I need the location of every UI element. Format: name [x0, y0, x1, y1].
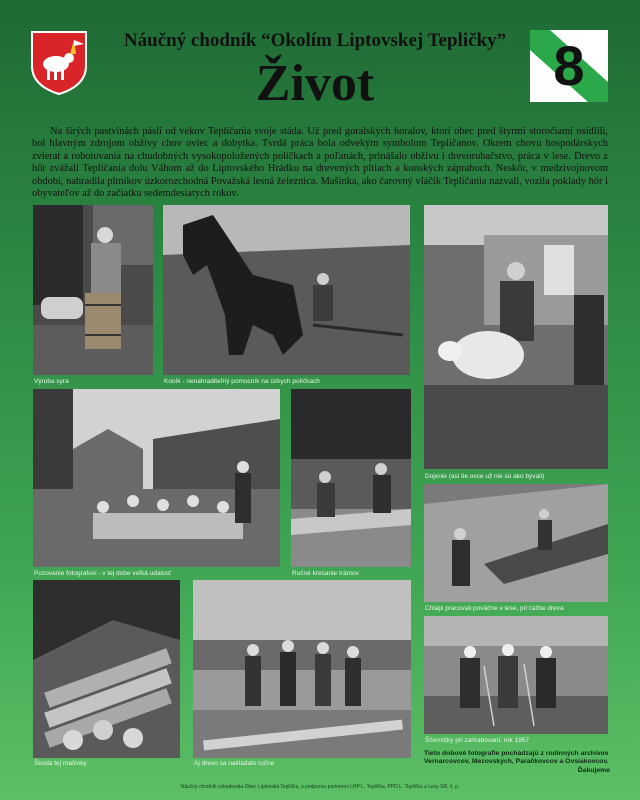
photo-harvest [424, 616, 608, 734]
caption-horse: Koník - nenahraditeľný pomocník na úzkych políčkach [164, 378, 320, 385]
coat-of-arms-icon [30, 30, 88, 96]
photo-horse [163, 205, 410, 375]
stop-number-badge [530, 30, 608, 102]
caption-milking: Dojenie (asi tie ovce už nie sú ako bývali) [425, 473, 545, 480]
photo-cheese-making [33, 205, 153, 375]
caption-loading: Aj drevo sa nakladalo ručne [194, 760, 275, 767]
photo-forest [424, 484, 608, 602]
page-title: Život [255, 55, 375, 112]
caption-group: Pozovanie fotografovi - v tej dobe veľká udalosť [34, 570, 172, 577]
caption-harvest: Ščerníčky pri zahrabovaní, rok 1957 [425, 737, 530, 744]
caption-cheese: Výroba syra [34, 378, 69, 385]
photo-loading [193, 580, 411, 758]
caption-forest: Chlapi pracovali poväčne v lese, pri ťažbe dreva [425, 605, 564, 612]
caption-beams: Ručné kresanie trámov [292, 570, 359, 577]
intro-text: Na širých pastvinách pásli od vekov Tepličania svoje stáda. Už pred goralských horalov, ktorí obec pred štyrmi storočiami osídlili, bol hlavným zdrojom obživy chov oviec a dobytka. Tvrdá práca bola odvekým symbolom Tepličanov. Okrem chovu hospodárskych zvierat a robotovania na chudobných vysokopoložených políčkach a poľanách, prinášalo obživu i drevorubačstvo, práca v lese. Drevo z hôr zvážali Tepličania dolu Váhom až do Liptovského Hrádku na drevených pltiach a konských záprahoch. Neskôr, v medzivojnovom období, nahradila pltníkov úzkorozchodná Považská lesná železnica. Mašinka, ako čarovný vláčik Tepličania nazvali, vozila poklady hôr i obyvateľov až do začiatku sedemdesiatych rokov. [32, 126, 608, 200]
footer-note: Náučný chodník vybudovala Obec Liptovská Teplička, s podporou partnerov LHP L. Teplička, PPD L. Teplička a Lesy SR, š. p. [180, 784, 460, 790]
archive-credits [424, 750, 610, 775]
photo-group [33, 389, 280, 567]
caption-logs: Škoda tej mašinky [34, 760, 87, 767]
credits-line-2: Vernarcovcov, Mezovských, Paračkovcov a Ovsiakovcov. [424, 758, 609, 766]
photo-logs [33, 580, 180, 758]
trail-subtitle: Náučný chodník “Okolím Liptovskej Tepličky” [123, 30, 507, 51]
stop-number: 8 [553, 34, 585, 97]
photo-beams [291, 389, 411, 567]
photo-milking [424, 205, 608, 469]
credits-line-1: Tieto dobové fotografie pochádzajú z rodinných archívov [424, 750, 609, 757]
credits-line-3: Ďakujeme [577, 766, 610, 774]
